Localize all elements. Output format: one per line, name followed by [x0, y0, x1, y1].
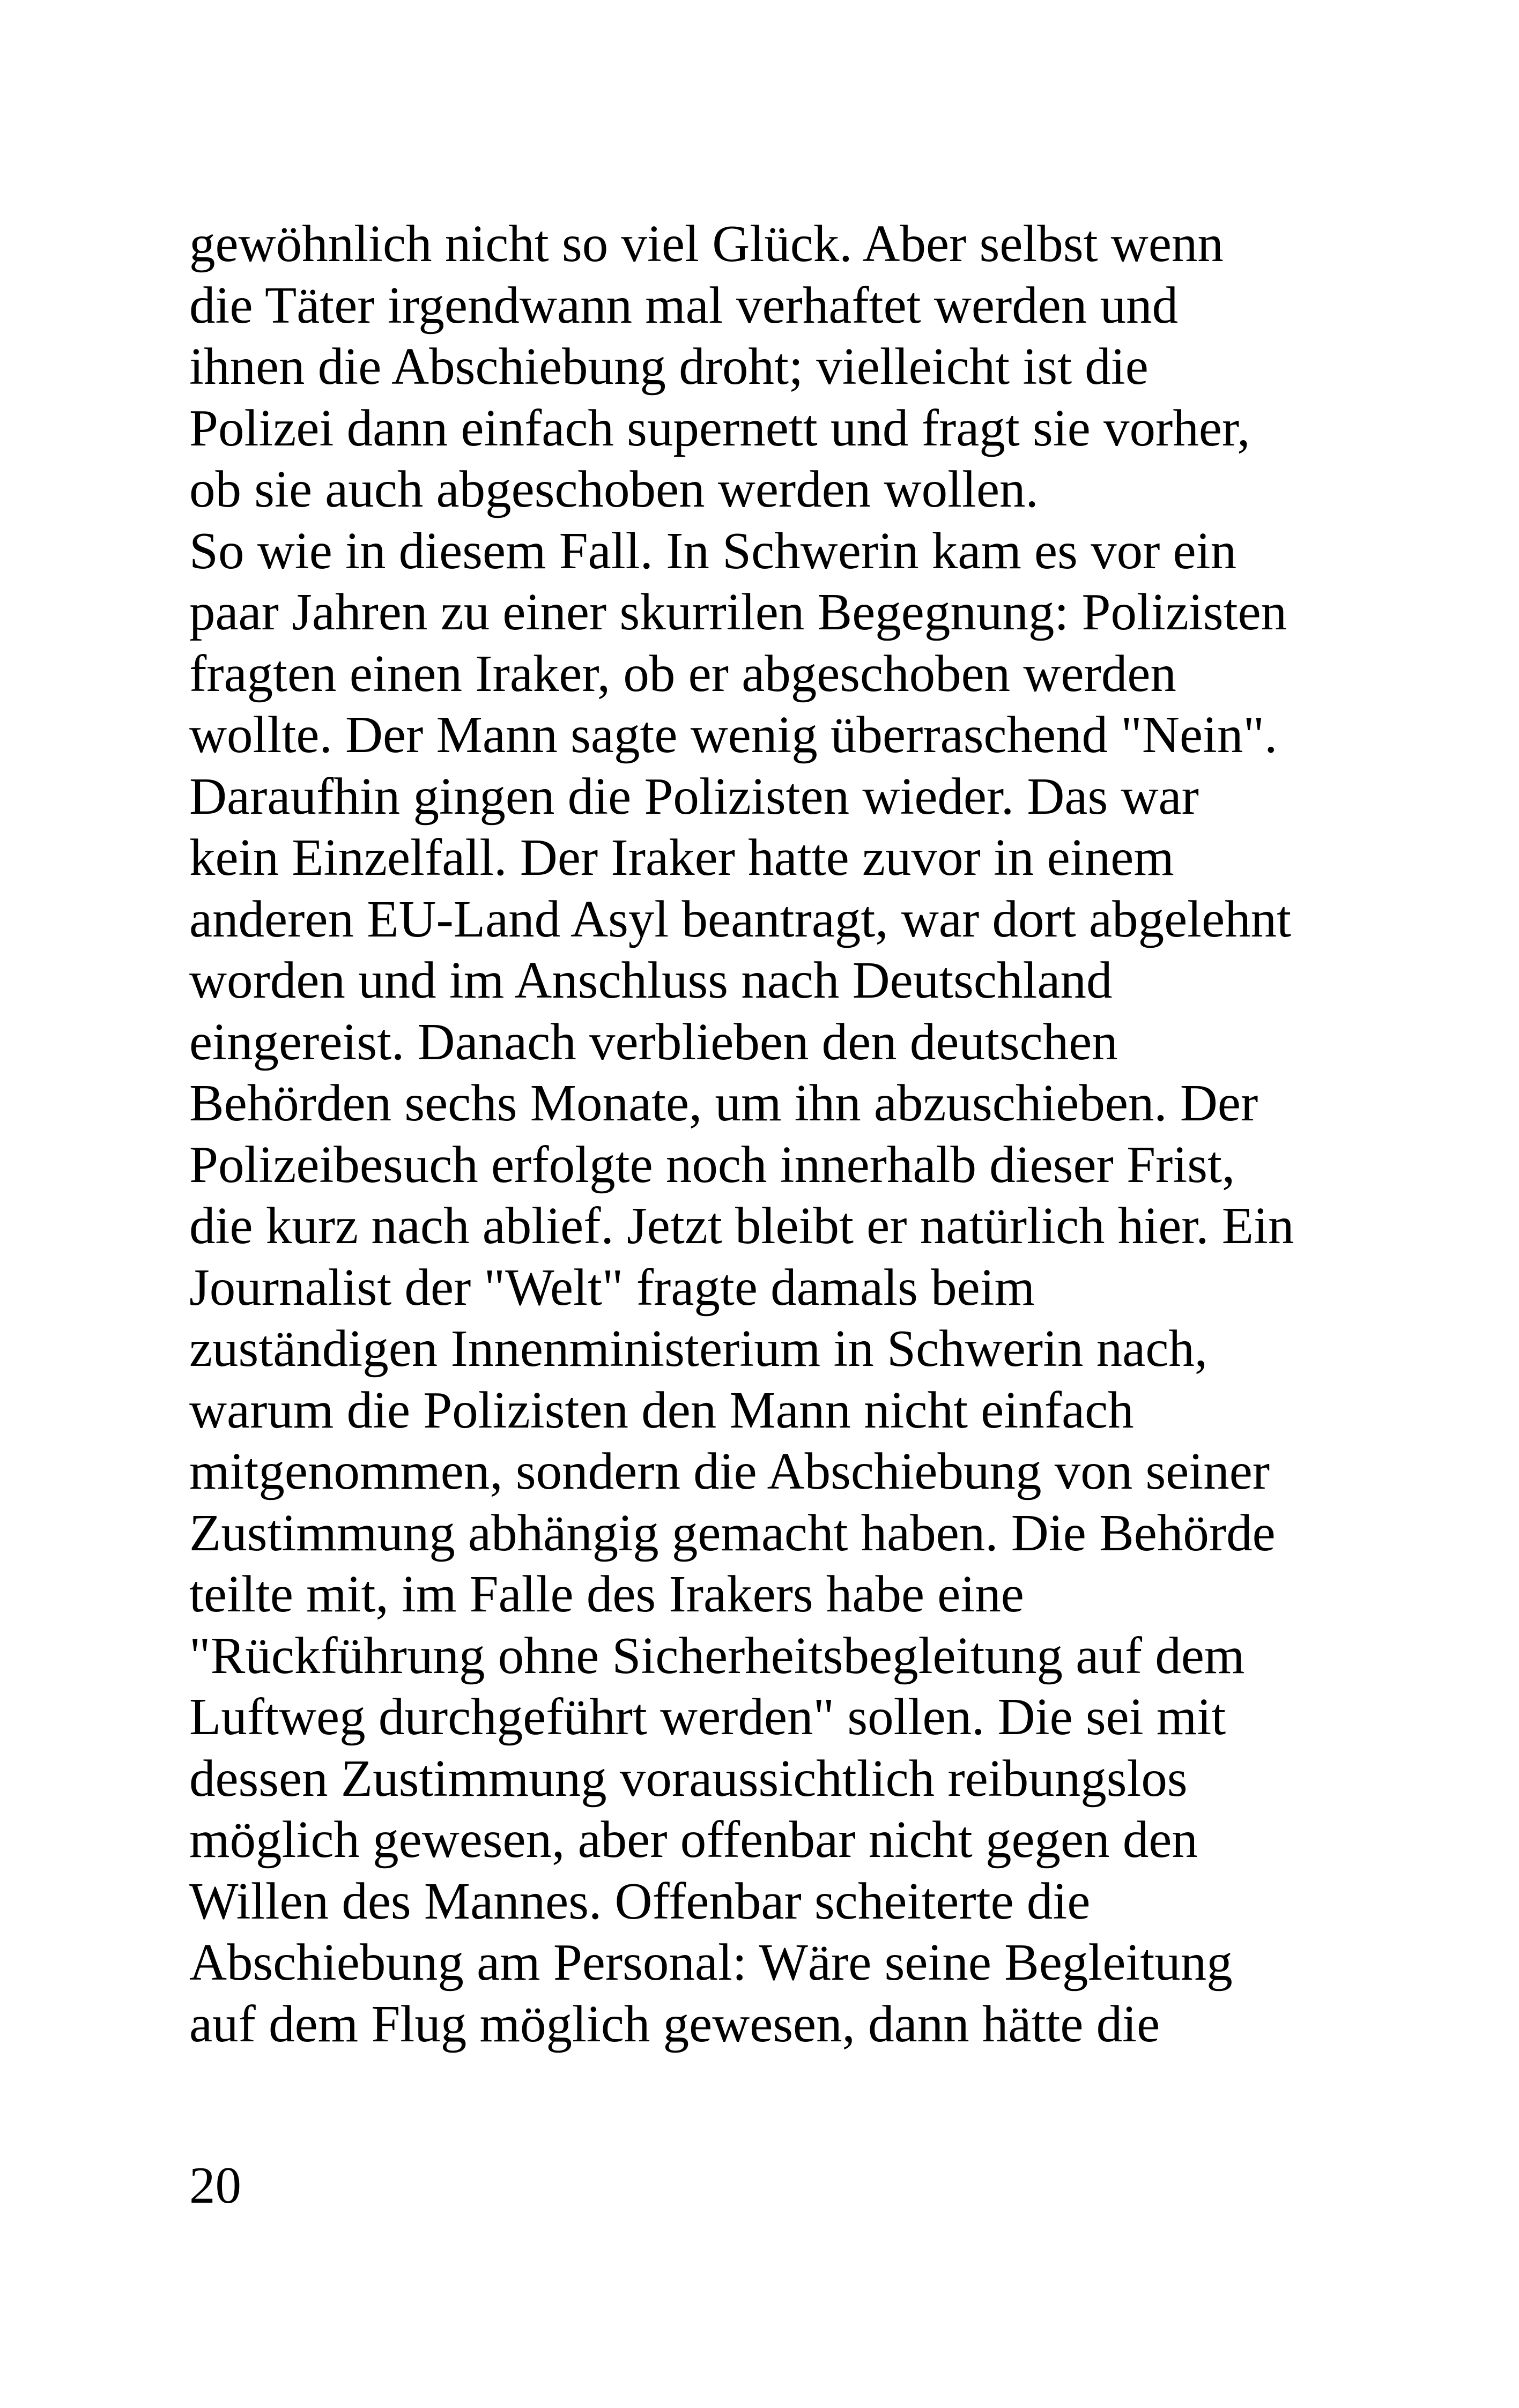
text-line: eingereist. Danach verblieben den deutschen — [189, 1013, 1118, 1071]
text-line: teilte mit, im Falle des Irakers habe eine — [189, 1565, 1024, 1623]
text-line: die kurz nach ablief. Jetzt bleibt er natürlich hier. Ein — [189, 1197, 1294, 1254]
text-line: fragten einen Iraker, ob er abgeschoben werden — [189, 644, 1176, 702]
text-line: auf dem Flug möglich gewesen, dann hätte die — [189, 1995, 1160, 2053]
text-line: kein Einzelfall. Der Iraker hatte zuvor in einem — [189, 829, 1174, 886]
text-line: warum die Polizisten den Mann nicht einfach — [189, 1381, 1134, 1439]
text-line: zuständigen Innenministerium in Schwerin nach, — [189, 1320, 1208, 1377]
text-line: "Rückführung ohne Sicherheitsbegleitung auf dem — [189, 1626, 1245, 1684]
body-text — [189, 213, 1347, 2055]
text-line: ob sie auch abgeschoben werden wollen. — [189, 460, 1039, 518]
text-line: paar Jahren zu einer skurrilen Begegnung: Polizisten — [189, 583, 1287, 641]
text-line: möglich gewesen, aber offenbar nicht gegen den — [189, 1811, 1198, 1868]
text-line: So wie in diesem Fall. In Schwerin kam es vor ein — [189, 522, 1237, 579]
text-line: Behörden sechs Monate, um ihn abzuschieben. Der — [189, 1074, 1258, 1132]
text-line: Luftweg durchgeführt werden" sollen. Die sei mit — [189, 1688, 1226, 1745]
page-number: 20 — [189, 2157, 241, 2214]
text-line: Polizeibesuch erfolgte noch innerhalb dieser Frist, — [189, 1135, 1235, 1193]
text-line: Willen des Mannes. Offenbar scheiterte die — [189, 1872, 1091, 1930]
text-line: dessen Zustimmung voraussichtlich reibungslos — [189, 1749, 1188, 1807]
text-line: Daraufhin gingen die Polizisten wieder. Das war — [189, 767, 1199, 825]
text-line: anderen EU-Land Asyl beantragt, war dort abgelehnt — [189, 890, 1292, 948]
text-line: Abschiebung am Personal: Wäre seine Begleitung — [189, 1934, 1233, 1991]
text-line: ihnen die Abschiebung droht; vielleicht ist die — [189, 338, 1148, 395]
text-line: die Täter irgendwann mal verhaftet werden und — [189, 276, 1179, 334]
text-line: mitgenommen, sondern die Abschiebung von seiner — [189, 1443, 1270, 1500]
text-line: Zustimmung abhängig gemacht haben. Die Behörde — [189, 1504, 1276, 1562]
text-line: Polizei dann einfach supernett und fragt sie vorher, — [189, 399, 1250, 457]
text-line: gewöhnlich nicht so viel Glück. Aber selbst wenn — [189, 215, 1224, 272]
text-line: worden und im Anschluss nach Deutschland — [189, 952, 1113, 1009]
text-line: wollte. Der Mann sagte wenig überraschend "Nein". — [189, 706, 1278, 763]
text-line: Journalist der "Welt" fragte damals beim — [189, 1258, 1035, 1316]
